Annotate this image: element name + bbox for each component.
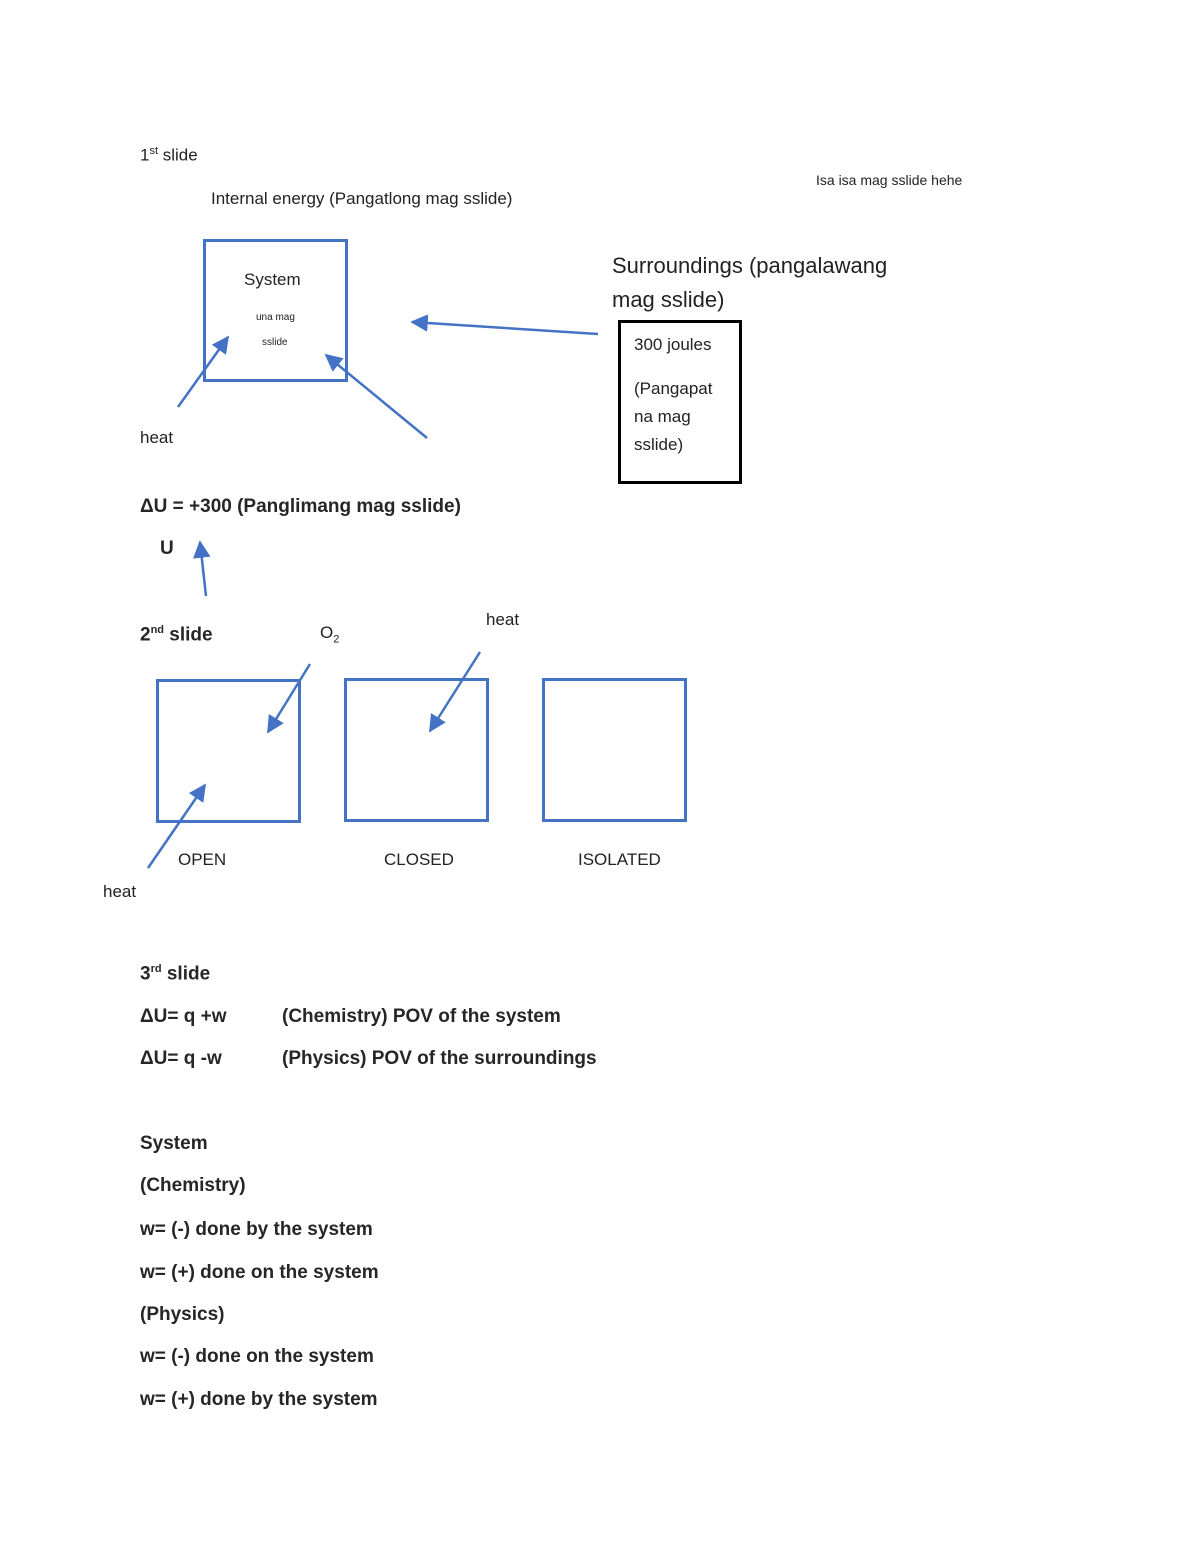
system-box-title: System xyxy=(244,270,301,289)
sign-line: w= (-) done by the system xyxy=(140,1219,373,1240)
heat-arrow-closed xyxy=(430,652,480,731)
surroundings-label-line1: Surroundings (pangalawang xyxy=(612,253,888,278)
isolated-label: ISOLATED xyxy=(578,850,661,869)
equation-physics-desc: (Physics) POV of the surroundings xyxy=(282,1048,597,1069)
slide3-label: 3rd slide xyxy=(140,963,211,985)
equation-chemistry-formula: ΔU= q +w xyxy=(140,1006,227,1027)
u-increase-arrow xyxy=(200,542,206,596)
heat-label-top: heat xyxy=(486,610,520,629)
sign-line: System xyxy=(140,1133,208,1154)
sign-line: w= (+) done by the system xyxy=(140,1389,378,1410)
heat-label-slide1: heat xyxy=(140,428,174,447)
equation-physics-formula: ΔU= q -w xyxy=(140,1048,222,1069)
heat-label-bottom: heat xyxy=(103,882,137,901)
sign-line: (Chemistry) xyxy=(140,1175,246,1196)
surroundings-label-line2: mag sslide) xyxy=(612,287,725,312)
o2-arrow-open xyxy=(268,664,310,732)
sign-line: w= (+) done on the system xyxy=(140,1262,379,1283)
heat-arrow-into-system xyxy=(178,337,228,407)
arrow-toward-system xyxy=(326,355,427,438)
internal-energy-label: Internal energy (Pangatlong mag sslide) xyxy=(211,189,513,208)
delta-u-statement: ΔU = +300 (Panglimang mag sslide) xyxy=(140,496,461,517)
sign-line: (Physics) xyxy=(140,1304,225,1325)
equation-chemistry-desc: (Chemistry) POV of the system xyxy=(282,1006,561,1027)
system-box-line1: una mag xyxy=(256,312,295,323)
o2-label: $O_2$ xyxy=(320,623,340,646)
open-label: OPEN xyxy=(178,850,227,869)
sign-line: w= (-) done on the system xyxy=(140,1346,374,1367)
heat-arrow-open xyxy=(148,785,205,868)
slide1-label: 1st slide xyxy=(140,145,198,165)
slide2-label: 2nd slide xyxy=(140,624,213,646)
surroundings-arrow xyxy=(412,322,598,334)
u-label: U xyxy=(160,538,174,559)
side-note: Isa isa mag sslide hehe xyxy=(816,172,963,188)
joules-box-line4: sslide) xyxy=(634,435,684,454)
closed-label: CLOSED xyxy=(384,850,454,869)
system-box-line2: sslide xyxy=(262,337,288,348)
joules-box-line1: 300 joules xyxy=(634,335,712,354)
joules-box-line3: na mag xyxy=(634,407,691,426)
joules-box-line2: (Pangapat xyxy=(634,379,713,398)
